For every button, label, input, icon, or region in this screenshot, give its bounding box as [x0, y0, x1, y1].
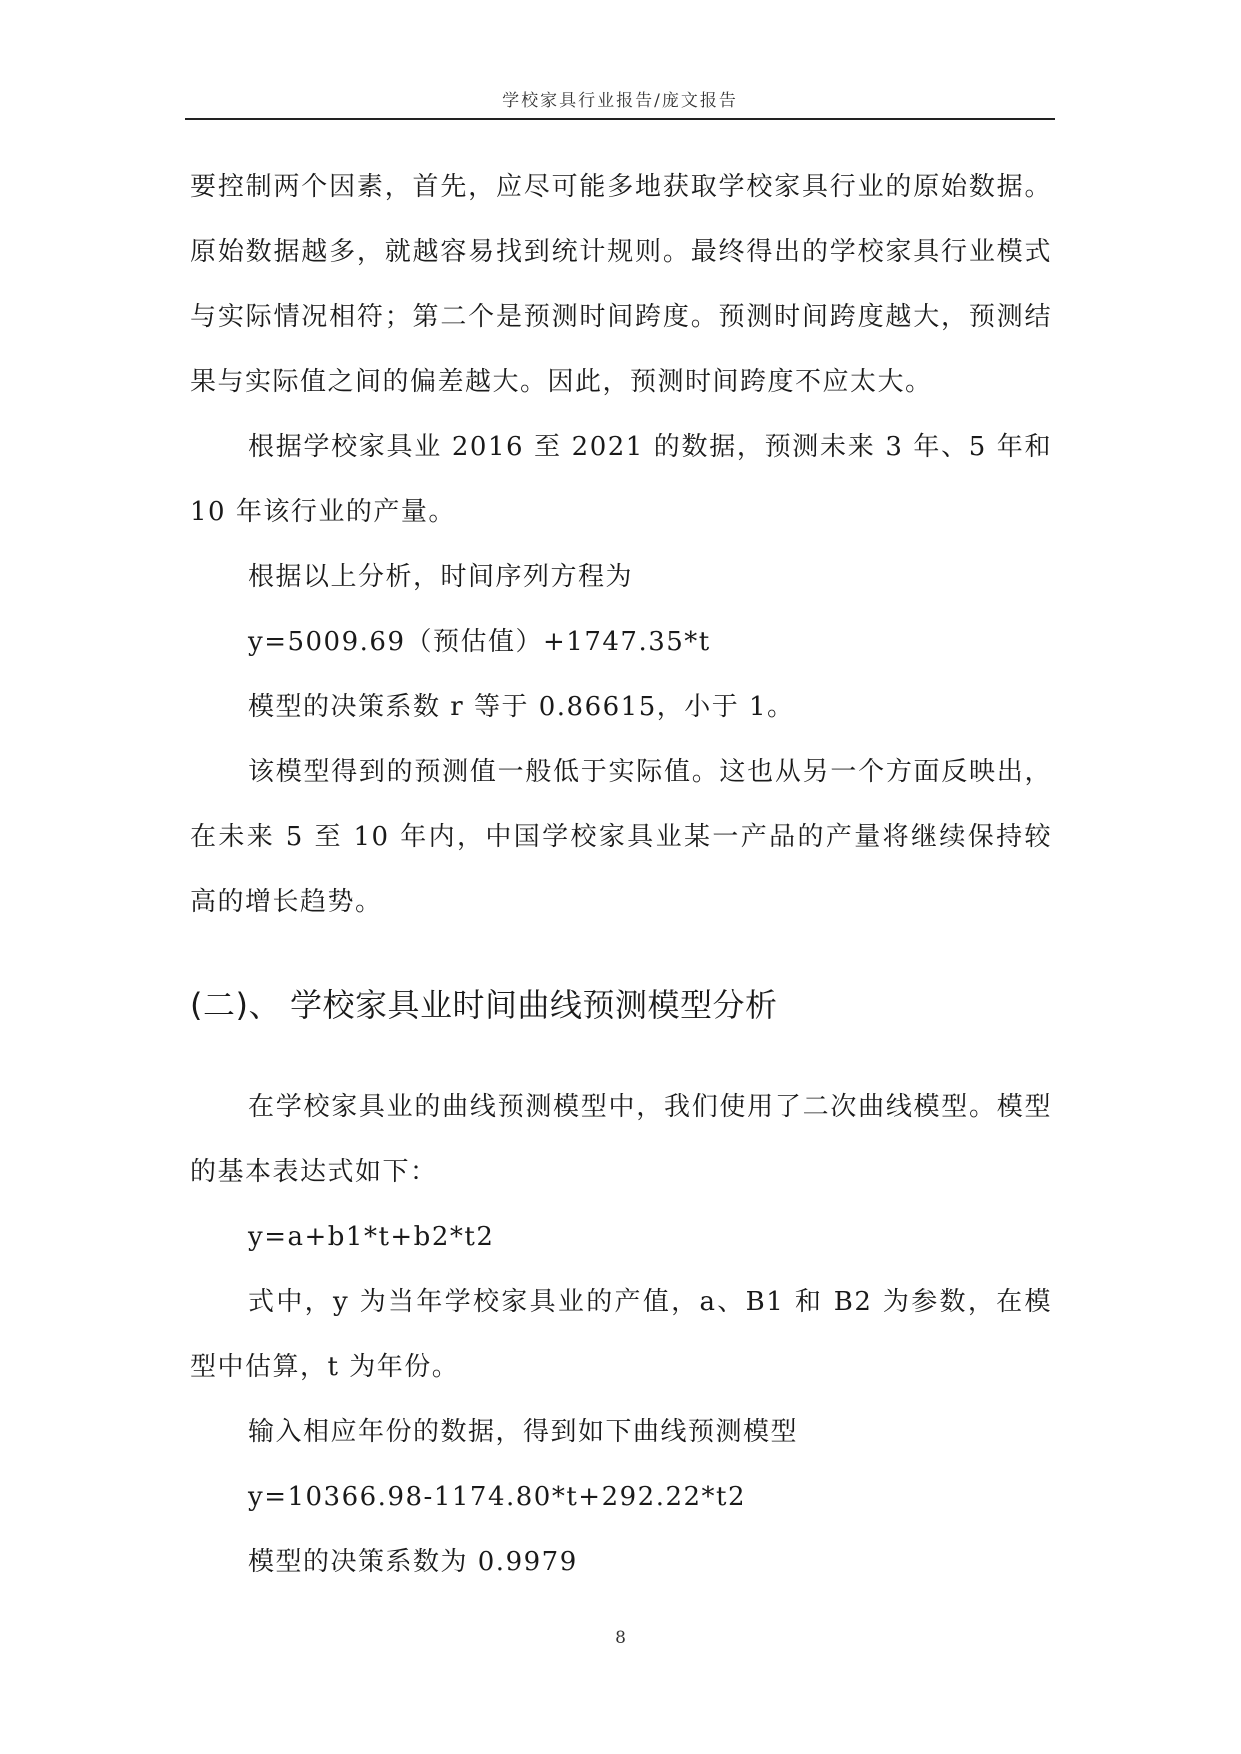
paragraph-1: 要控制两个因素，首先，应尽可能多地获取学校家具行业的原始数据。原始数据越多，就越容易找到统计规则。最终得出的学校家具行业模式与实际情况相符；第二个是预测时间跨度。预测时间跨度越大，预测结果与实际值之间的偏差越大。因此，预测时间跨度不应太大。	[190, 172, 1052, 397]
section-number: (二)、	[190, 986, 281, 1024]
section-paragraph-3: 式中，y 为当年学校家具业的产值，a、B1 和 B2 为参数，在模型中估算，t 为年份。	[190, 1287, 1052, 1382]
paragraph-3: 根据以上分析，时间序列方程为	[248, 562, 634, 592]
paragraph-conclusion: 该模型得到的预测值一般低于实际值。这也从另一个方面反映出，在未来 5 至 10 年内，中国学校家具业某一产品的产量将继续保持较高的增长趋势。	[190, 757, 1052, 917]
page-number: 8	[615, 1628, 626, 1648]
paragraph-coefficient: 模型的决策系数 r 等于 0.86615，小于 1。	[248, 692, 795, 722]
formula-linear: y=5009.69（预估值）+1747.35*t	[248, 627, 711, 657]
formula-quadratic-general: y=a+b1*t+b2*t2	[248, 1222, 495, 1252]
page-header: 学校家具行业报告/庞文报告	[185, 84, 1055, 120]
section-paragraph-6: 模型的决策系数为 0.9979	[248, 1547, 578, 1577]
section-paragraph-4: 输入相应年份的数据，得到如下曲线预测模型	[248, 1417, 799, 1447]
section-heading	[190, 975, 1052, 1035]
section-title: 学校家具业时间曲线预测模型分析	[290, 986, 778, 1024]
section-paragraph-1: 在学校家具业的曲线预测模型中，我们使用了二次曲线模型。模型的基本表达式如下：	[190, 1092, 1052, 1187]
formula-quadratic-fitted: y=10366.98-1174.80*t+292.22*t2	[248, 1482, 747, 1512]
document-body	[190, 155, 1052, 1595]
paragraph-2: 根据学校家具业 2016 至 2021 的数据，预测未来 3 年、5 年和 10 年该行业的产量。	[190, 432, 1052, 527]
